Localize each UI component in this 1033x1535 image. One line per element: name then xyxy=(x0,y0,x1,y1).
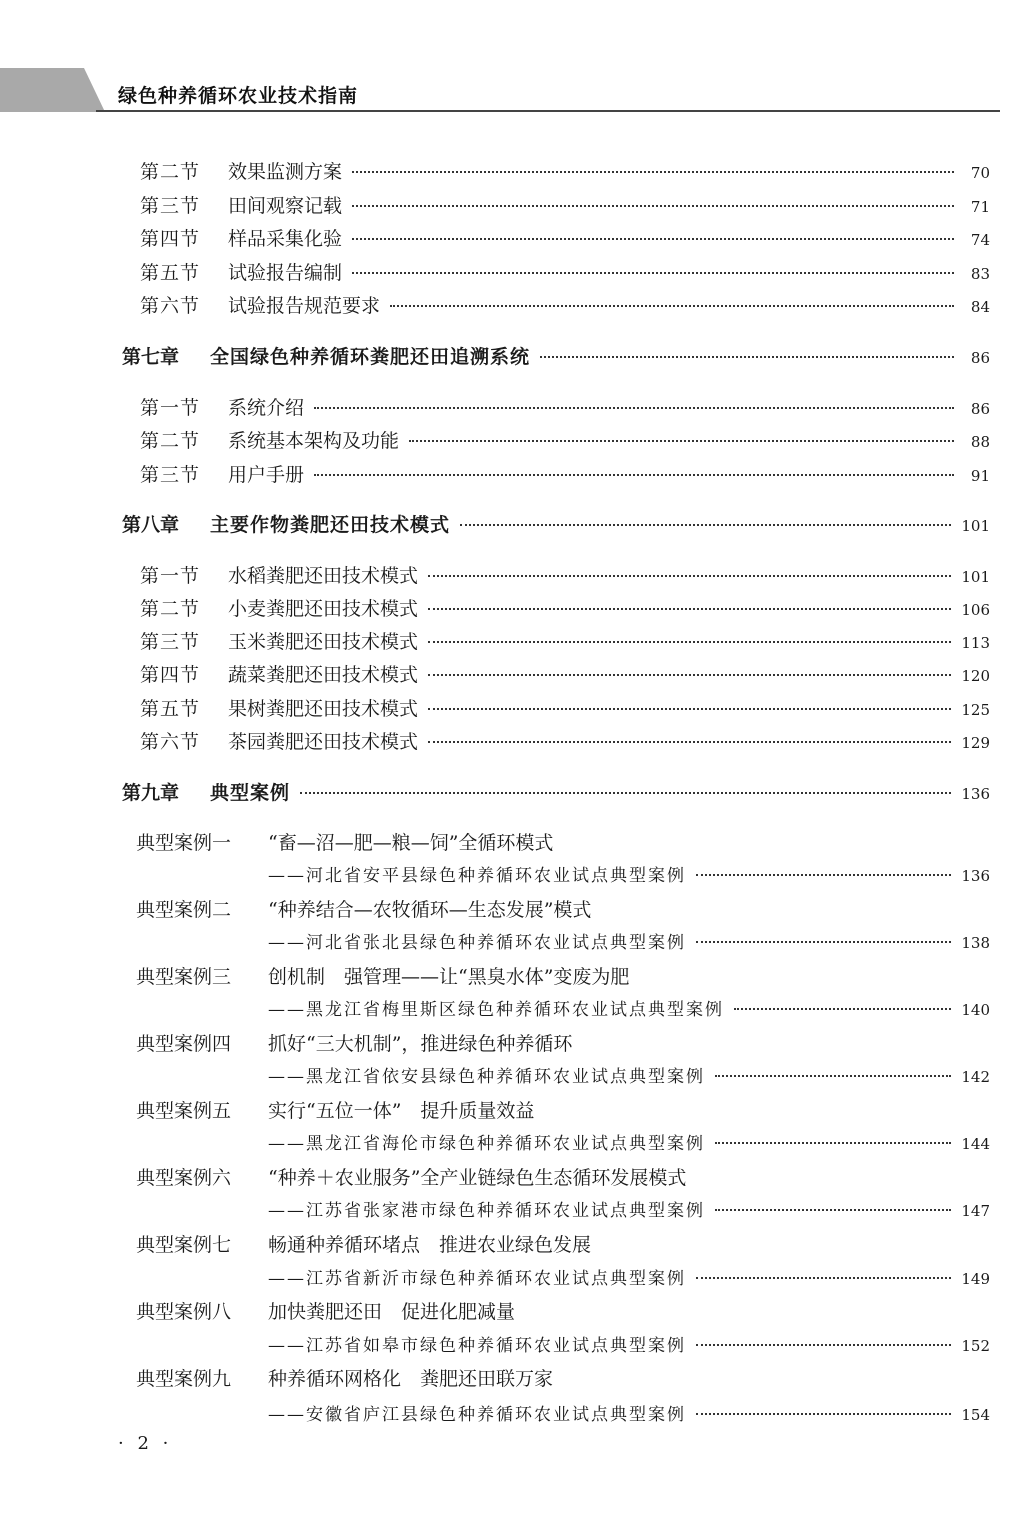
chapter-title: 全国绿色种养循环粪肥还田追溯系统 xyxy=(210,346,531,368)
page-footer-number: · 2 · xyxy=(118,1433,173,1454)
case-title: 畅通种养循环堵点 推进农业绿色发展 xyxy=(268,1234,592,1256)
page-number: 88 xyxy=(970,433,990,451)
chapter-label: 第九章 xyxy=(122,782,180,804)
case-title-row xyxy=(136,1029,996,1056)
leader-dots xyxy=(696,1277,951,1279)
section-title: 试验报告规范要求 xyxy=(228,295,381,317)
page-number: 136 xyxy=(961,785,990,803)
case-subtitle: ——江苏省张家港市绿色种养循环农业试点典型案例 xyxy=(268,1201,705,1221)
case-subtitle: ——江苏省如皋市绿色种养循环农业试点典型案例 xyxy=(268,1336,686,1356)
case-label: 典型案例一 xyxy=(136,832,232,854)
section-label: 第四节 xyxy=(140,664,201,686)
chapter-title: 典型案例 xyxy=(210,782,291,804)
section-label: 第六节 xyxy=(140,731,201,753)
leader-dots xyxy=(696,941,951,943)
leader-dots xyxy=(734,1008,951,1010)
toc-section-row xyxy=(140,627,990,654)
chapter-label: 第七章 xyxy=(122,346,180,368)
section-label: 第四节 xyxy=(140,228,201,250)
section-title: 茶园粪肥还田技术模式 xyxy=(228,731,419,753)
section-title: 试验报告编制 xyxy=(228,262,343,284)
leader-dots xyxy=(696,874,951,876)
case-subtitle: ——河北省张北县绿色种养循环农业试点典型案例 xyxy=(268,933,686,953)
page-number: 86 xyxy=(970,349,990,367)
toc-chapter-row xyxy=(122,510,990,537)
section-label: 第一节 xyxy=(140,565,201,587)
section-label: 第五节 xyxy=(140,262,201,284)
toc-section-row xyxy=(140,727,990,754)
leader-dots xyxy=(715,1209,951,1211)
case-label: 典型案例二 xyxy=(136,899,232,921)
leader-dots xyxy=(715,1075,951,1077)
case-title-row xyxy=(136,1163,996,1190)
page-number: 74 xyxy=(970,231,990,249)
case-title: “种养＋农业服务”全产业链绿色生态循环发展模式 xyxy=(268,1167,687,1189)
leader-dots xyxy=(352,238,954,240)
toc-section-row xyxy=(140,694,990,721)
case-title-row xyxy=(136,962,996,989)
case-title: “种养结合—农牧循环—生态发展”模式 xyxy=(268,899,592,921)
case-title: 抓好“三大机制”，推进绿色种养循环 xyxy=(268,1033,573,1055)
section-title: 田间观察记载 xyxy=(228,195,343,217)
case-subtitle-row xyxy=(268,861,990,886)
section-title: 效果监测方案 xyxy=(228,161,343,183)
section-label: 第二节 xyxy=(140,598,201,620)
case-title: 种养循环网格化 粪肥还田联万家 xyxy=(268,1368,554,1390)
page-number: 84 xyxy=(970,298,990,316)
case-subtitle-row xyxy=(268,1331,990,1356)
case-label: 典型案例五 xyxy=(136,1100,232,1122)
page-number: 140 xyxy=(961,1001,990,1019)
toc-section-row xyxy=(140,460,990,487)
leader-dots xyxy=(428,708,951,710)
page-number: 125 xyxy=(961,701,990,719)
section-label: 第三节 xyxy=(140,195,201,217)
case-subtitle: ——黑龙江省梅里斯区绿色种养循环农业试点典型案例 xyxy=(268,1000,724,1020)
case-subtitle: ——安徽省庐江县绿色种养循环农业试点典型案例 xyxy=(268,1405,686,1425)
case-label: 典型案例七 xyxy=(136,1234,232,1256)
page-number: 138 xyxy=(961,934,990,952)
case-label: 典型案例六 xyxy=(136,1167,232,1189)
page-number: 147 xyxy=(961,1202,990,1220)
section-title: 系统基本架构及功能 xyxy=(228,430,400,452)
page-number: 144 xyxy=(961,1135,990,1153)
leader-dots xyxy=(314,407,954,409)
case-title: 加快粪肥还田 促进化肥减量 xyxy=(268,1301,516,1323)
case-subtitle-row xyxy=(268,995,990,1020)
leader-dots xyxy=(428,741,951,743)
page-number: 101 xyxy=(961,568,990,586)
case-subtitle: ——江苏省新沂市绿色种养循环农业试点典型案例 xyxy=(268,1269,686,1289)
case-title: “畜—沼—肥—粮—饲”全循环模式 xyxy=(268,832,554,854)
chapter-label: 第八章 xyxy=(122,514,180,536)
case-subtitle-row xyxy=(268,928,990,953)
leader-dots xyxy=(409,440,954,442)
section-title: 样品采集化验 xyxy=(228,228,343,250)
header-rule xyxy=(96,110,1000,112)
section-title: 蔬菜粪肥还田技术模式 xyxy=(228,664,419,686)
leader-dots xyxy=(460,524,951,526)
section-label: 第二节 xyxy=(140,430,201,452)
leader-dots xyxy=(352,205,954,207)
toc-section-row xyxy=(140,426,990,453)
toc-section-row xyxy=(140,258,990,285)
case-title-row xyxy=(136,1096,996,1123)
page-number: 70 xyxy=(970,164,990,182)
page-number: 154 xyxy=(961,1406,990,1424)
leader-dots xyxy=(428,575,951,577)
toc-section-row xyxy=(140,224,990,251)
case-title-row xyxy=(136,1230,996,1257)
case-title: 创机制 强管理——让“黑臭水体”变废为肥 xyxy=(268,966,630,988)
case-label: 典型案例三 xyxy=(136,966,232,988)
leader-dots xyxy=(352,171,954,173)
leader-dots xyxy=(314,474,954,476)
case-subtitle-row xyxy=(268,1400,990,1425)
toc-section-row xyxy=(140,660,990,687)
toc-section-row xyxy=(140,594,990,621)
case-subtitle: ——黑龙江省海伦市绿色种养循环农业试点典型案例 xyxy=(268,1134,705,1154)
leader-dots xyxy=(428,608,951,610)
case-label: 典型案例九 xyxy=(136,1368,232,1390)
page-number: 71 xyxy=(970,198,990,216)
case-title-row xyxy=(136,1297,996,1324)
section-label: 第二节 xyxy=(140,161,201,183)
toc-section-row xyxy=(140,191,990,218)
leader-dots xyxy=(696,1413,951,1415)
toc-section-row xyxy=(140,157,990,184)
case-subtitle: ——河北省安平县绿色种养循环农业试点典型案例 xyxy=(268,866,686,886)
case-title-row xyxy=(136,895,996,922)
toc-section-row xyxy=(140,393,990,420)
case-subtitle: ——黑龙江省依安县绿色种养循环农业试点典型案例 xyxy=(268,1067,705,1087)
section-title: 果树粪肥还田技术模式 xyxy=(228,698,419,720)
leader-dots xyxy=(390,305,954,307)
case-label: 典型案例四 xyxy=(136,1033,232,1055)
section-title: 系统介绍 xyxy=(228,397,305,419)
toc-chapter-row xyxy=(122,342,990,369)
case-subtitle-row xyxy=(268,1129,990,1154)
header-bar xyxy=(0,68,105,112)
case-subtitle-row xyxy=(268,1264,990,1289)
page-number: 86 xyxy=(970,400,990,418)
page-number: 91 xyxy=(970,467,990,485)
leader-dots xyxy=(428,674,951,676)
page-number: 149 xyxy=(961,1270,990,1288)
page-number: 83 xyxy=(970,265,990,283)
page-number: 129 xyxy=(961,734,990,752)
page-number: 113 xyxy=(961,634,990,652)
toc-section-row xyxy=(140,291,990,318)
page-number: 101 xyxy=(961,517,990,535)
case-title: 实行“五位一体” 提升质量效益 xyxy=(268,1100,535,1122)
section-title: 玉米粪肥还田技术模式 xyxy=(228,631,419,653)
leader-dots xyxy=(715,1142,951,1144)
page-number: 136 xyxy=(961,867,990,885)
section-label: 第六节 xyxy=(140,295,201,317)
chapter-title: 主要作物粪肥还田技术模式 xyxy=(210,514,451,536)
case-title-row xyxy=(136,828,996,855)
section-title: 用户手册 xyxy=(228,464,305,486)
leader-dots xyxy=(300,792,951,794)
case-label: 典型案例八 xyxy=(136,1301,232,1323)
page-number: 152 xyxy=(961,1337,990,1355)
page-number: 120 xyxy=(961,667,990,685)
case-title-row xyxy=(136,1364,996,1391)
case-subtitle-row xyxy=(268,1196,990,1221)
section-title: 水稻粪肥还田技术模式 xyxy=(228,565,419,587)
page-number: 106 xyxy=(961,601,990,619)
section-label: 第一节 xyxy=(140,397,201,419)
running-header xyxy=(0,68,1000,112)
section-label: 第五节 xyxy=(140,698,201,720)
leader-dots xyxy=(696,1344,951,1346)
toc-chapter-row xyxy=(122,778,990,805)
section-label: 第三节 xyxy=(140,631,201,653)
toc-section-row xyxy=(140,561,990,588)
leader-dots xyxy=(540,356,954,358)
book-title: 绿色种养循环农业技术指南 xyxy=(118,85,359,107)
section-label: 第三节 xyxy=(140,464,201,486)
leader-dots xyxy=(352,272,954,274)
page-number: 142 xyxy=(961,1068,990,1086)
leader-dots xyxy=(428,641,951,643)
case-subtitle-row xyxy=(268,1062,990,1087)
section-title: 小麦粪肥还田技术模式 xyxy=(228,598,419,620)
